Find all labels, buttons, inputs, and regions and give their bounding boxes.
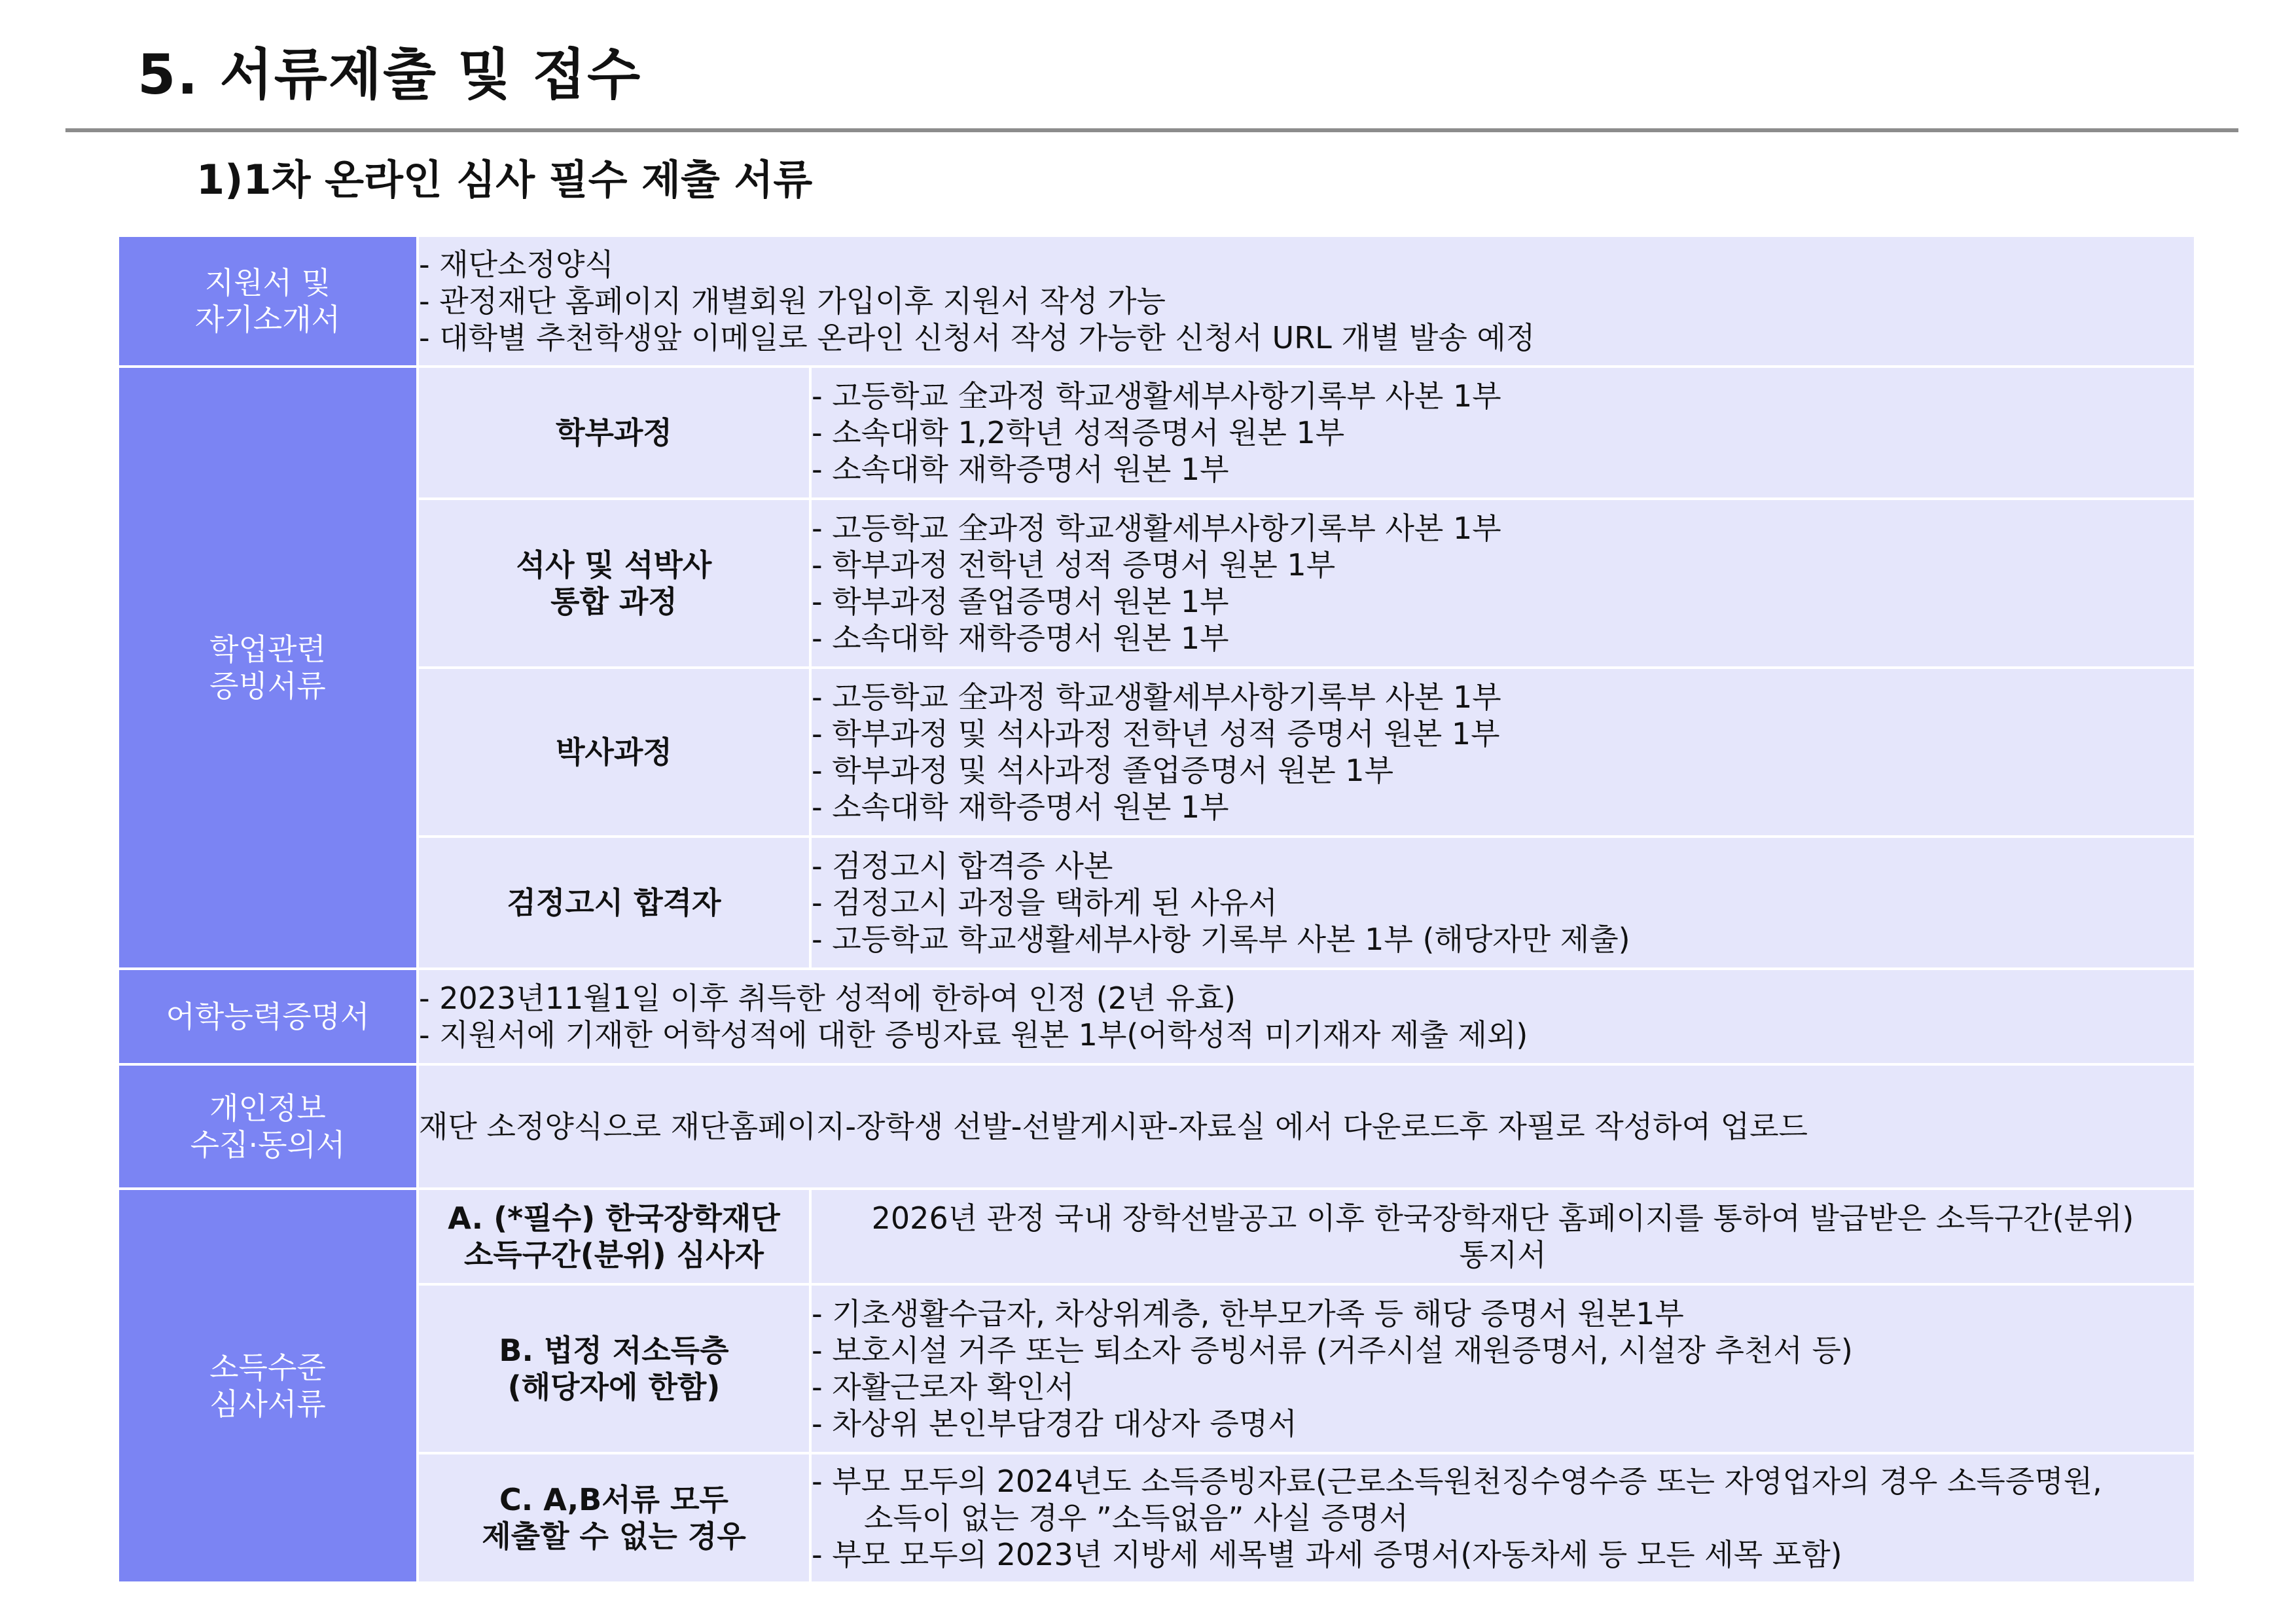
page-title: 5. 서류제출 및 접수 [137, 43, 642, 107]
title-divider [65, 128, 2238, 132]
table-row-ged [118, 837, 2195, 969]
table-row-doctoral [118, 668, 2195, 837]
table-row-masters [118, 499, 2195, 668]
category-privacy: 개인정보 수집·동의서 [118, 1064, 418, 1189]
application-requirements: - 재단소정양식 - 관정재단 홈페이지 개별회원 가입이후 지원서 작성 가능 - 대학별 추천학생앞 이메일로 온라인 신청서 작성 가능한 신청서 URL 개별 발송 예정 [418, 236, 2195, 367]
table-row-undergrad [118, 367, 2195, 499]
income-a-requirements: 2026년 관정 국내 장학선발공고 이후 한국장학재단 홈페이지를 통하여 발급받은 소득구간(분위) 통지서 [810, 1189, 2195, 1284]
table-row-language [118, 969, 2195, 1064]
subcategory-ged: 검정고시 합격자 [418, 837, 810, 969]
table-row-income-a [118, 1189, 2195, 1284]
undergrad-requirements: - 고등학교 全과정 학교생활세부사항기록부 사본 1부 - 소속대학 1,2학년 성적증명서 원본 1부 - 소속대학 재학증명서 원본 1부 [810, 367, 2195, 499]
subcategory-doctoral: 박사과정 [418, 668, 810, 837]
category-academic: 학업관련 증빙서류 [118, 367, 418, 969]
table-row-income-b [118, 1284, 2195, 1453]
subcategory-income-a: A. (*필수) 한국장학재단 소득구간(분위) 심사자 [418, 1189, 810, 1284]
language-requirements: - 2023년11월1일 이후 취득한 성적에 한하여 인정 (2년 유효) - 지원서에 기재한 어학성적에 대한 증빙자료 원본 1부(어학성적 미기재자 제출 제외) [418, 969, 2195, 1064]
doctoral-requirements: - 고등학교 全과정 학교생활세부사항기록부 사본 1부 - 학부과정 및 석사과정 전학년 성적 증명서 원본 1부 - 학부과정 및 석사과정 졸업증명서 원본 1부 - 소속대학 재학증명서 원본 1부 [810, 668, 2195, 837]
table-row-privacy [118, 1064, 2195, 1189]
subcategory-income-b: B. 법정 저소득층 (해당자에 한함) [418, 1284, 810, 1453]
income-c-requirements: - 부모 모두의 2024년도 소득증빙자료(근로소득원천징수영수증 또는 자영업자의 경우 소득증명원, 소득이 없는 경우 ”소득없음” 사실 증명서 - 부모 모두의 2023년 지방세 세목별 과세 증명서(자동차세 등 모든 세목 포함) [810, 1453, 2195, 1583]
category-application: 지원서 및 자기소개서 [118, 236, 418, 367]
privacy-requirements: 재단 소정양식으로 재단홈페이지-장학생 선발-선발게시판-자료실 에서 다운로드후 자필로 작성하여 업로드 [418, 1064, 2195, 1189]
table-row-income-c [118, 1453, 2195, 1583]
section-title: 1)1차 온라인 심사 필수 제출 서류 [196, 156, 813, 204]
subcategory-income-c: C. A,B서류 모두 제출할 수 없는 경우 [418, 1453, 810, 1583]
income-b-requirements: - 기초생활수급자, 차상위계층, 한부모가족 등 해당 증명서 원본1부 - 보호시설 거주 또는 퇴소자 증빙서류 (거주시설 재원증명서, 시설장 추천서 등) - 자활근로자 확인서 - 차상위 본인부담경감 대상자 증명서 [810, 1284, 2195, 1453]
masters-requirements: - 고등학교 全과정 학교생활세부사항기록부 사본 1부 - 학부과정 전학년 성적 증명서 원본 1부 - 학부과정 졸업증명서 원본 1부 - 소속대학 재학증명서 원본 1부 [810, 499, 2195, 668]
required-documents-table [117, 234, 2197, 1584]
category-language: 어학능력증명서 [118, 969, 418, 1064]
subcategory-masters: 석사 및 석박사 통합 과정 [418, 499, 810, 668]
category-income: 소득수준 심사서류 [118, 1189, 418, 1583]
ged-requirements: - 검정고시 합격증 사본 - 검정고시 과정을 택하게 된 사유서 - 고등학교 학교생활세부사항 기록부 사본 1부 (해당자만 제출) [810, 837, 2195, 969]
subcategory-undergrad: 학부과정 [418, 367, 810, 499]
table-row-application [118, 236, 2195, 367]
